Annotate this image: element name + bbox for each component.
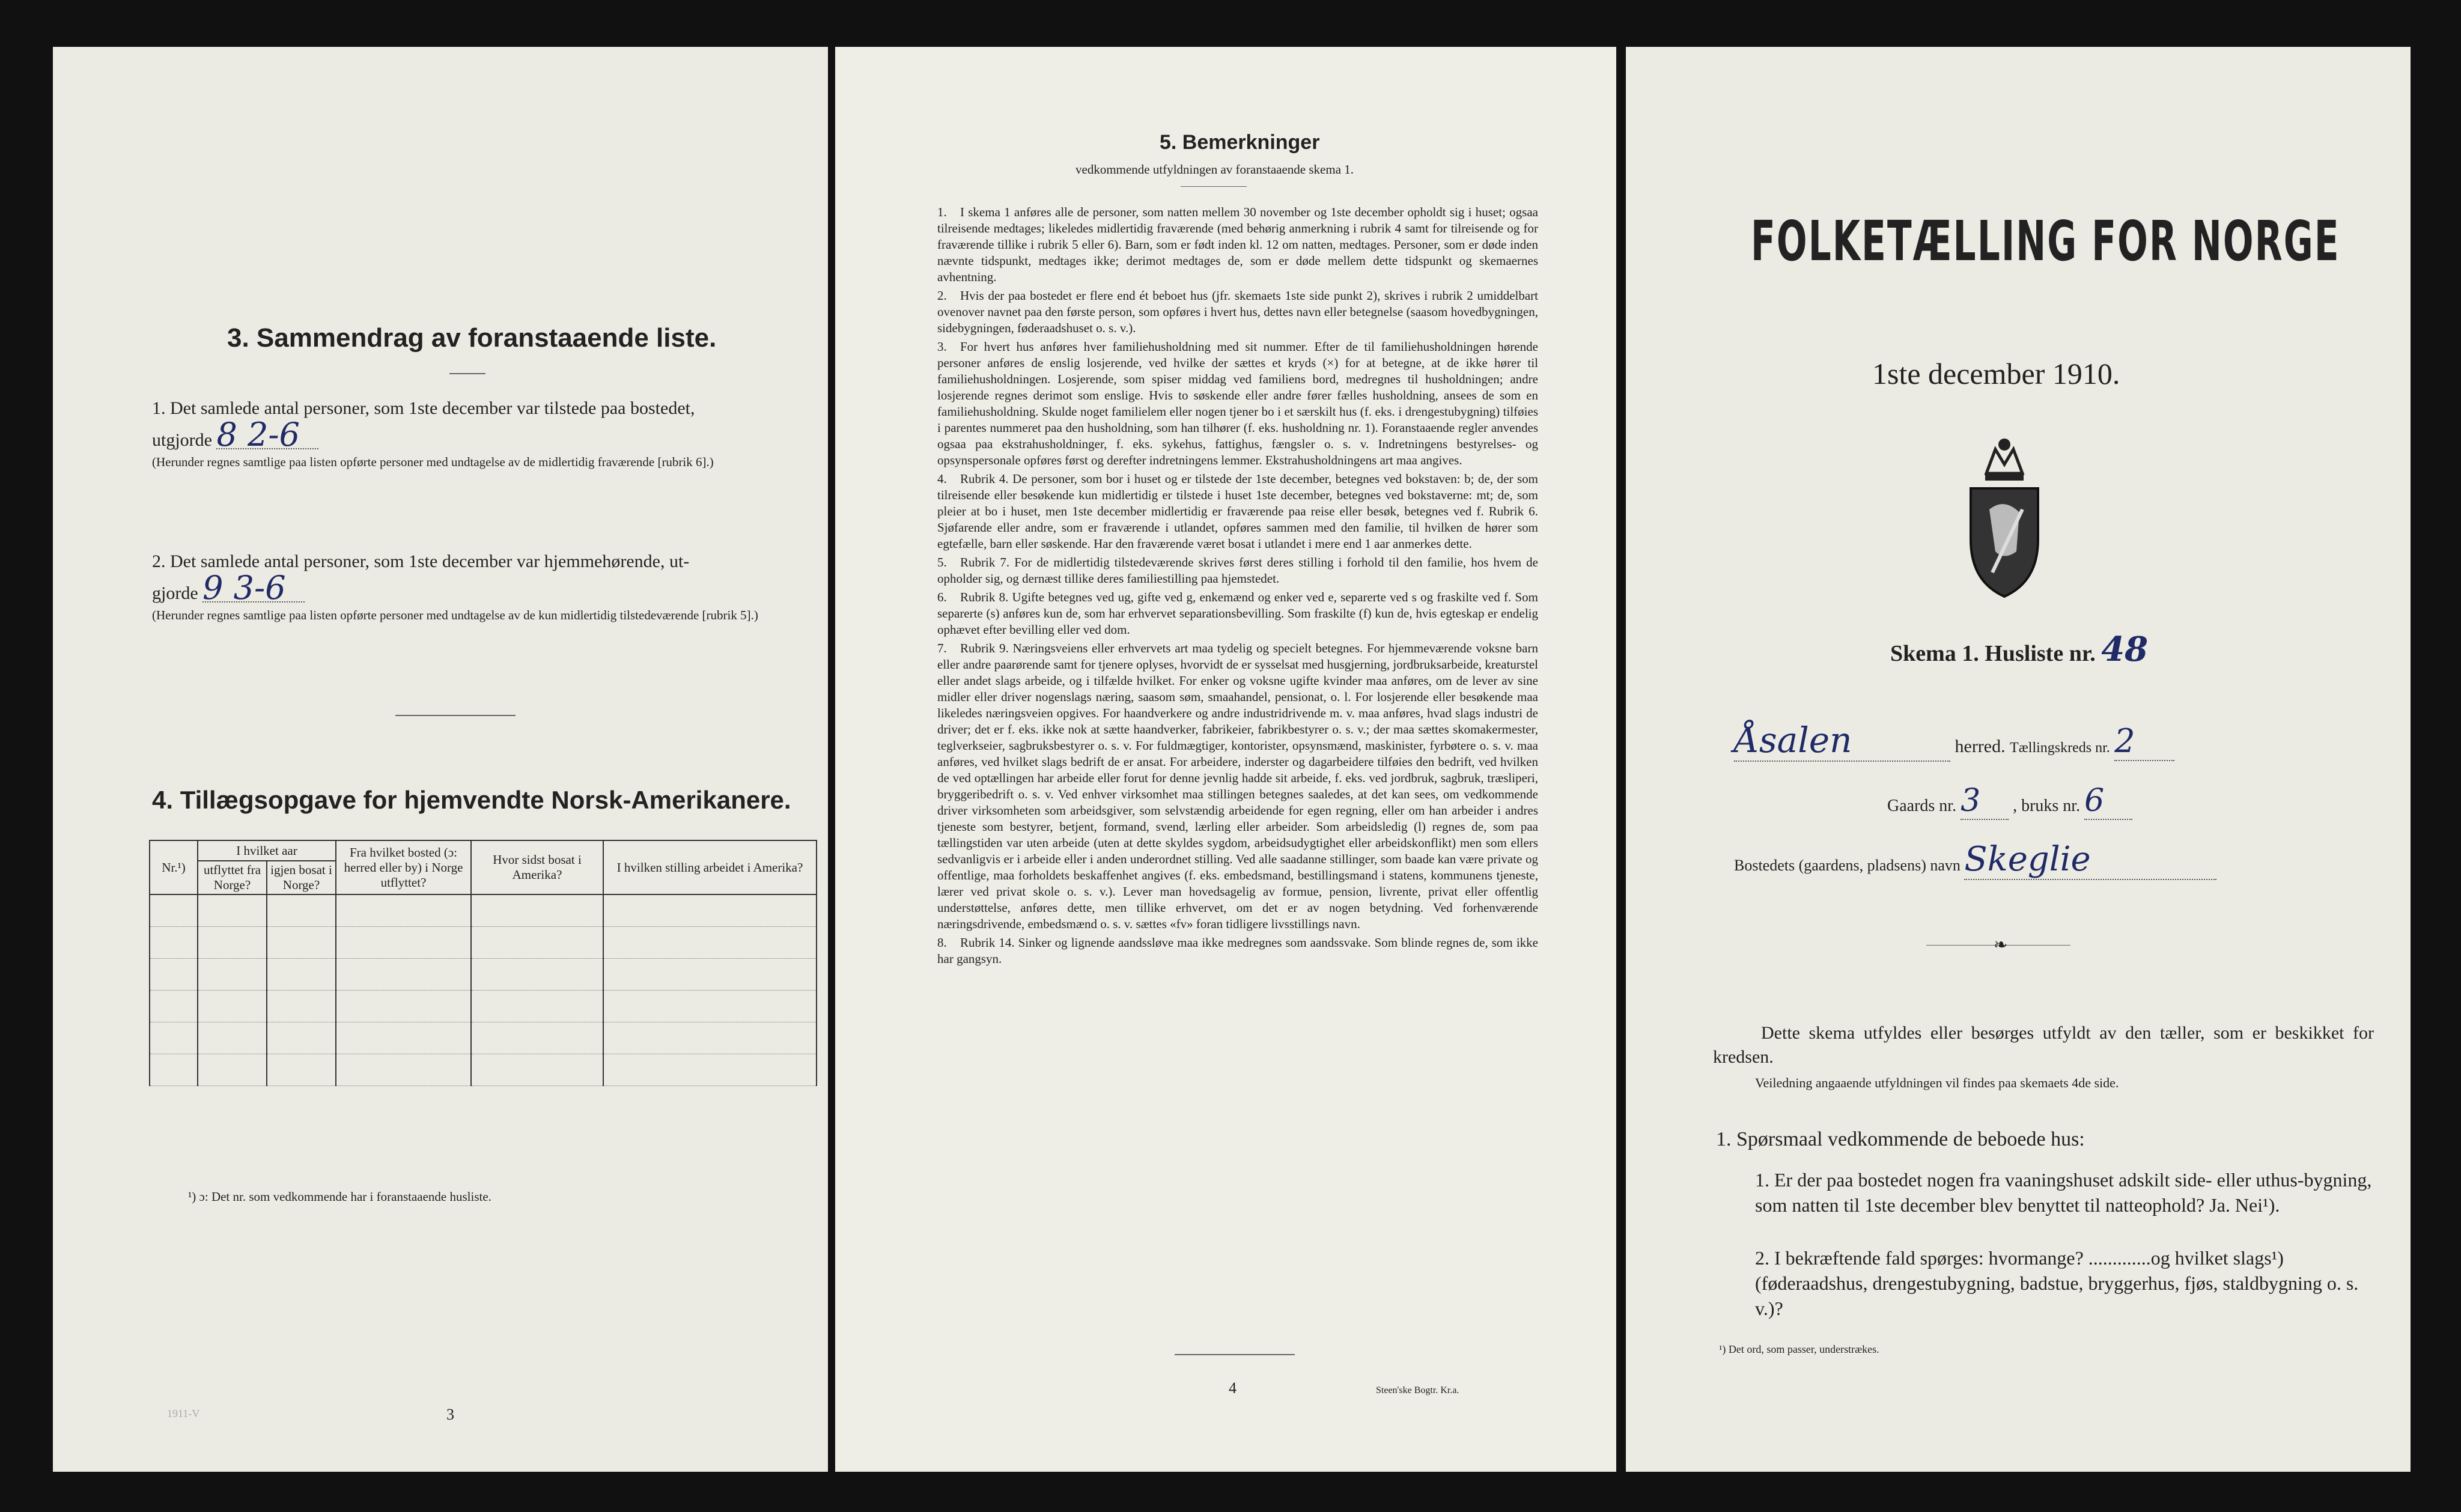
remark-item: 3. For hvert hus anføres hver familiehusholdning med sit nummer. Efter de til familiehusholdningen hørende personer anføres de enslig losjerende, ved hvilke der sættes et kryds (×) for at betegne, at de ikke hører til familiehusholdningen. Losjerende, som spiser middag ved familiens bord, medregnes til husholdningen; andre losjerende regnes derimot som enslige. Hvis to søskende eller andre fører fælles husholdning, ansees de som en familiehusholdning. Skulde noget familielem eller nogen tjener bo i et særskilt hus (f. eks. i drengestubygning) tilføies i parentes nummeret paa den husholdning, som han tilhører (f. eks. husholdning nr. 1). Foranstaaende regler anvendes ogsaa paa ekstrahusholdninger, f. eks. sykehus, fattighus, fængsler o. s. v. Indretningens bestyrelses- og opsynspersonale opføres først og derefter indretningens lemmer. Ekstrahusholdningens art maa angives. — [937, 339, 1538, 467]
bosted-label: Bostedets (gaardens, pladsens) navn — [1734, 857, 1961, 874]
table-row — [150, 1054, 817, 1086]
herred-value: Åsalen — [1734, 720, 1950, 762]
remark-item: 4. Rubrik 4. De personer, som bor i huset og er tilstede der 1ste december, betegnes ved bokstaven: b; de, der som tilreisende eller besøkende kun midlertidig er tilstede i huset 1ste december, betegnes ved bokstaverne: mt; de, som pleier at bo i huset, men 1ste december midlertidig er fraværende paa reise eller besøk, betegnes ved f. Rubrik 6. Sjøfarende eller andre, som er fraværende i utlandet, opføres sammen med den familie, til hvilken de hører som egtefælle, barn eller søskende. Har den fraværende været bosat i utlandet i mere end 1 aar anmerkes dette. — [937, 472, 1538, 551]
corner-mark: 1911-V — [167, 1407, 200, 1419]
printer-mark: Steen'ske Bogtr. Kr.a. — [1376, 1385, 1459, 1395]
page-right — [1626, 47, 2411, 1472]
gaards-label: Gaards nr. — [1887, 797, 1957, 815]
remarks-title: 5. Bemerkninger — [1160, 131, 1320, 154]
item1-value: 8 2-6 — [216, 422, 318, 449]
section3-item1 — [152, 395, 819, 470]
item2-text: 2. Det samlede antal personer, som 1ste december var hjemmehørende, ut- — [152, 551, 690, 571]
skema-label: Skema 1. Husliste nr. — [1890, 641, 2096, 666]
bosted-row — [1734, 840, 2216, 880]
section3-title: 3. Sammendrag av foranstaaende liste. — [227, 323, 717, 353]
instruction: Dette skema utfyldes eller besørges utfyldt av den tæller, som er beskikket for kredsen. — [1713, 1023, 2374, 1067]
remark-item: 1. I skema 1 anføres alle de personer, som natten mellem 30 november og 1ste december opholdt sig i huset; ogsaa tilreisende medtages; likeledes midlertidig fraværende (med behørig anmerkning i rubrik 4 samt for tilreisende og for fraværende tillike i rubrik 5 eller 6). Barn, som er født inden kl. 12 om natten, medtages. Personer, som er døde inden nævnte tidspunkt, medtages ikke; derimot medtages de, som er døde mellem dette tidspunkt og skemaernes avhentning. — [937, 205, 1538, 284]
remark-item: 8. Rubrik 14. Sinker og lignende aandssløve maa ikke medregnes som aandssvake. Som blinde regnes de, som ikke har gangsyn. — [937, 935, 1538, 966]
item2-note: (Herunder regnes samtlige paa listen opførte personer med undtagelse av de kun midlertidig tilstedeværende [rubrik 5].) — [152, 608, 758, 622]
bruks-label: , bruks nr. — [2013, 797, 2081, 815]
remark-item: 7. Rubrik 9. Næringsveiens eller erhvervets art maa tydelig og specielt betegnes. For hjemmeværende voksne barn eller andre paarørende samt for tjenere oplyses, hvorvidt de er sysselsat med husgjerning, jordbruksarbeide, kreaturstel eller andet slags arbeide, og i tilfælde hvilket. For enker og voksne ugifte kvinder maa anføres, om de lever av sine midler eller driver nogenslags næring, saasom søm, smaahandel, pensionat, o. l. For losjerende eller besøkende maa likeledes næringsveien opgives. For haandverkere og andre industridrivende m. v. maa anføres, hvad slags industri de driver; det er f. eks. ikke nok at sætte haandverker, fabrikeier, fabrikbestyrer o. s. v.; der maa sættes skomakermester, teglverkseier, sagbruksbestyrer o. s. v. For fuldmægtiger, kontorister, opsynsmænd, maskinister, fyrbøtere o. s. v. maa anføres, ved hvilket slags bedrift de er ansat. For arbeidere, inderster og dagarbeidere tilføies den bedrift, ved hvilken de ved optællingen har arbeide eller forut for denne jevnlig hadde sit arbeide, f. eks. ved jordbruk, sagbruk, træsliperi, bryggeribedrift o. s. v. Ved enhver virksomhet maa stillingen betegnes saaledes, at det kan sees, om vedkommende driver virksomheten som arbeidsgiver, som selvstændig arbeidende for egen regning, eller om han arbeider i andres tjeneste som bestyrer, betjent, formand, svend, lærling eller arbeider. Som arbeidsledig (l) regnes de, som paa tællingstiden var uten arbeide (uten at dette skyldes sygdom, arbeidsudygtighet eller arbeidskonflikt) men som ellers sedvanligvis er i arbeide eller i anden underordnet stilling. Ved alle saadanne stillinger, som baade kan være private og offentlige, maa forholdets beskaffenhet angives (f. eks. embedsmand, bestillingsmand i statens, kommunens tjeneste, lærer ved privat skole o. s. v.). Lever man hovedsagelig av formue, pension, livrente, privat eller offentlig understøttelse, anføres dette, men tillike erhvervet, om det er av nogen betydning. Ved forhenværende næringsdrivende, embedsmænd o. s. v. sættes «fv» foran tidligere livsstillings navn. — [937, 641, 1538, 931]
col-stilling: I hvilken stilling arbeidet i Amerika? — [603, 840, 817, 894]
remark-item: 5. Rubrik 7. For de midlertidig tilstedeværende skrives først deres stilling i forhold til den familie, hos hvem de opholder sig, og dernæst tillike deres familiestilling paa hjemstedet. — [937, 555, 1538, 586]
section4-title: 4. Tillægsopgave for hjemvendte Norsk-Amerikanere. — [152, 786, 791, 814]
question-1: 1. Er der paa bostedet nogen fra vaaningshuset adskilt side- eller uthus-bygning, som natten til 1ste december blev benyttet til natteophold? Ja. Nei¹). — [1755, 1169, 2372, 1216]
ornament-icon: ❧ — [1994, 936, 2008, 955]
col-nr: Nr.¹) — [150, 840, 198, 894]
bruks-value: 6 — [2084, 783, 2132, 820]
skema-row — [1890, 630, 2148, 669]
item1-label: utgjorde — [152, 430, 212, 450]
remark-item: 6. Rubrik 8. Ugifte betegnes ved ug, gifte ved g, enkemænd og enker ved e, separerte ved s og fraskilte ved f. Som separerte (s) anføres kun de, som har erhvervet separationsbevilling. Som fraskilte (f) kun de, hvis egteskap er endelig ophævet efter bevilling eller ved dom. — [937, 590, 1538, 637]
coat-of-arms-icon — [1962, 431, 2046, 600]
item2-value: 9 3-6 — [202, 575, 305, 603]
census-title: FOLKETÆLLING FOR NORGE — [1751, 209, 2340, 273]
item1-text: 1. Det samlede antal personer, som 1ste december var tilstede paa bostedet, — [152, 398, 695, 418]
item2-label: gjorde — [152, 583, 198, 603]
section3-item2 — [152, 548, 819, 624]
kreds-label: Tællingskreds nr. — [2010, 740, 2110, 756]
herred-label: herred. — [1955, 736, 2006, 756]
remarks-subtitle: vedkommende utfyldningen av foranstaaende skema 1. — [1075, 162, 1354, 177]
table-row — [150, 959, 817, 991]
col-hvor: Hvor sidst bosat i Amerika? — [471, 840, 603, 894]
page-number: 3 — [446, 1406, 454, 1423]
col-utflyttet: utflyttet fra Norge? — [198, 861, 267, 894]
gaards-row — [1887, 783, 2132, 820]
table-row — [150, 991, 817, 1022]
americans-table — [149, 840, 817, 1086]
page-left — [53, 47, 828, 1472]
divider — [395, 715, 516, 716]
col-igjen: igjen bosat i Norge? — [267, 861, 336, 894]
divider — [1175, 1354, 1295, 1355]
census-date: 1ste december 1910. — [1872, 357, 2120, 390]
col-group: I hvilket aar — [198, 840, 336, 861]
herred-row — [1734, 720, 2371, 762]
table-row — [150, 894, 817, 927]
table-row — [150, 1022, 817, 1054]
question-2: 2. I bekræftende fald spørges: hvormange? .............og hvilket slags¹) (føderaadshus, drengestubygning, badstue, bryggerhus, fjøs, staldbygning o. s. v.)? — [1755, 1247, 2359, 1319]
husliste-number: 48 — [2101, 630, 2149, 669]
item1-note: (Herunder regnes samtlige paa listen opførte personer med undtagelse av de midlertidig fraværende [rubrik 6].) — [152, 455, 714, 469]
page-middle — [835, 47, 1616, 1472]
page-number: 4 — [1229, 1379, 1237, 1397]
remarks-list — [937, 204, 1538, 970]
gaards-value: 3 — [1961, 783, 2009, 820]
footnote: ¹) Det ord, som passer, understrækes. — [1719, 1343, 1879, 1355]
col-fra: Fra hvilket bosted (ɔ: herred eller by) i Norge utflyttet? — [336, 840, 471, 894]
table-row — [150, 927, 817, 959]
remark-item: 2. Hvis der paa bostedet er flere end ét beboet hus (jfr. skemaets 1ste side punkt 2), skrives i rubrik 2 umiddelbart ovenover navnet paa den første person, som opføres i hvert hus, dettes navn eller betegnelse (saasom hovedbygningen, sidebygningen, føderaadshuset o. s. v.). — [937, 288, 1538, 335]
instruction-small: Veiledning angaaende utfyldningen vil findes paa skemaets 4de side. — [1755, 1075, 2119, 1090]
bosted-value: Skeglie — [1964, 840, 2216, 880]
questions-heading: 1. Spørsmaal vedkommende de beboede hus: — [1716, 1128, 2085, 1150]
kreds-value: 2 — [2114, 722, 2174, 761]
divider — [449, 373, 485, 374]
divider — [1181, 186, 1247, 187]
table-footnote: ¹) ɔ: Det nr. som vedkommende har i foranstaaende husliste. — [188, 1189, 491, 1204]
